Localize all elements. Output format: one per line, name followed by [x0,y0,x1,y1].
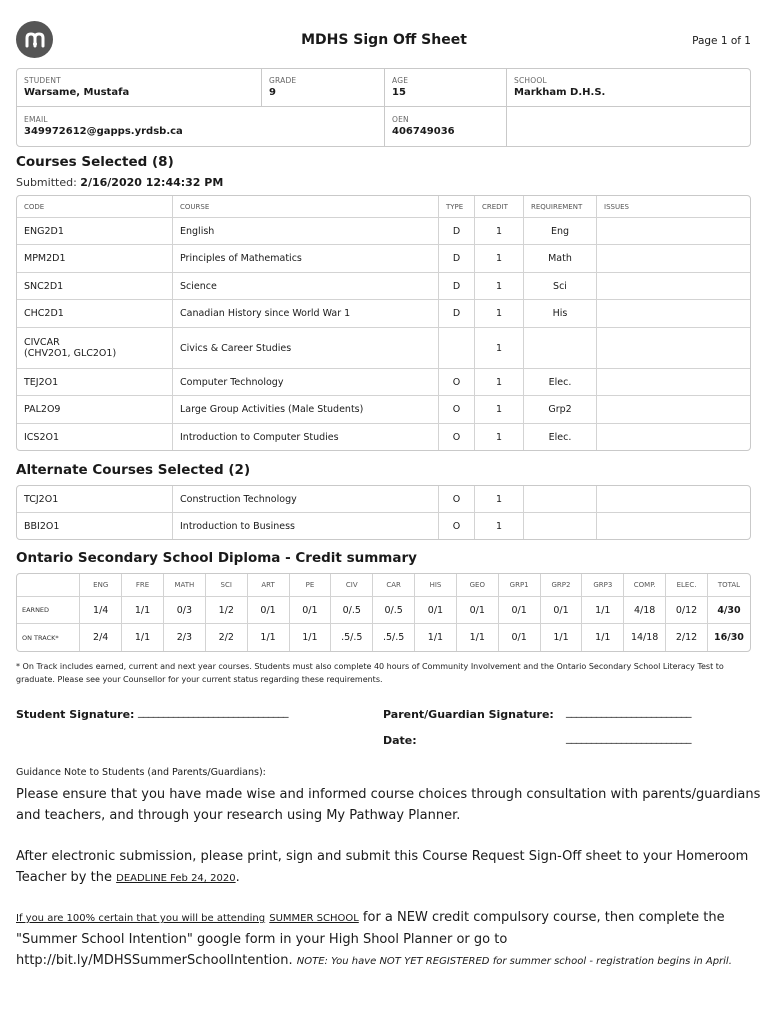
age-cell: AGE 15 [385,69,506,98]
guidance-paragraph-1: Please ensure that you have made wise and informed course choices through consultation with parents/guardians and teachers, and through your research using My Pathway Planner. [16,787,761,823]
footnote: * On Track includes earned, current and next year courses. Students must also complete 40 hours of Community Involvement and the Ontario Secondary School Literacy Test to graduate. Please see your Counsellor for your current status regarding these requirements. [16,662,724,684]
credit-summary-title: Ontario Secondary School Diploma - Credit summary [16,550,417,566]
student-signature-label: Student Signature: [16,708,135,721]
age-value: 15 [392,87,406,98]
summary-row-on-track: ON TRACK* 2/4 1/1 2/3 2/2 1/1 1/1 .5/.5 .5/.5 1/1 1/1 0/1 1/1 1/1 14/18 2/12 16/30 [17,624,751,652]
table-row: CIVCAR (CHV2O1, GLC2O1) Civics & Career Studies 1 [17,328,752,369]
summer-school-note: NOTE: You have NOT YET REGISTERED for summer school - registration begins in April. [296,956,732,967]
student-cell: STUDENT Warsame, Mustafa [17,69,261,98]
date-label: Date: [383,734,417,747]
table-row: CHC2D1 Canadian History since World War 1 D 1 His [17,300,752,328]
school-value: Markham D.H.S. [514,87,606,98]
courses-title: Courses Selected (8) [16,154,174,170]
table-row: PAL2O9 Large Group Activities (Male Students) O 1 Grp2 [17,396,752,424]
date-line: _________________________ [566,731,691,744]
page-title: MDHS Sign Off Sheet [301,32,467,48]
submitted-date: 2/16/2020 12:44:32 PM [80,176,224,189]
student-name: Warsame, Mustafa [24,87,130,98]
summary-header-row: ENG FRE MATH SCI ART PE CIV CAR HIS GEO GRP1 GRP2 GRP3 COMP. ELEC. TOTAL [17,574,751,597]
table-row: BBI2O1 Introduction to Business O 1 [17,513,752,540]
page-number: Page 1 of 1 [692,35,751,47]
email-value: 349972612@gapps.yrdsb.ca [24,126,183,137]
email-cell: EMAIL 349972612@gapps.yrdsb.ca [17,108,384,137]
table-row: ICS2O1 Introduction to Computer Studies O 1 Elec. [17,424,752,451]
table-row: ENG2D1 English D 1 Eng [17,218,752,245]
deadline-text: DEADLINE Feb 24, 2020 [116,873,236,884]
school-cell: SCHOOL Markham D.H.S. [507,69,747,98]
submitted-line: Submitted: 2/16/2020 12:44:32 PM [16,176,224,189]
courses-table [16,195,751,451]
table-header-row: CODE COURSE TYPE CREDIT REQUIREMENT ISSUES [17,196,752,218]
table-row: TEJ2O1 Computer Technology O 1 Elec. [17,369,752,396]
table-row: TCJ2O1 Construction Technology O 1 [17,486,752,513]
oen-cell: OEN 406749036 [385,108,506,137]
alternates-table [16,485,751,540]
parent-signature-line: _________________________ [566,705,691,718]
grade-value: 9 [269,87,276,98]
table-row: SNC2D1 Science D 1 Sci [17,273,752,300]
grade-cell: GRADE 9 [262,69,384,98]
credit-summary-table [16,573,751,652]
guidance-paragraph-3: If you are 100% certain that you will be attending SUMMER SCHOOL for a NEW credit compulsory course, then complete the "Summer School Intention" google form in your High Shool Planner or go to http://bit.ly/MDHSSummerSchoolIntention. NOTE: You have NOT YET REGISTERED for summer school - registration begins in April. [16,910,732,968]
guidance-paragraph-2: After electronic submission, please print, sign and submit this Course Request Sign-Off sheet to your Homeroom Teacher by the DEADLINE Feb 24, 2020. [16,849,749,885]
oen-value: 406749036 [392,126,455,137]
table-row: MPM2D1 Principles of Mathematics D 1 Math [17,245,752,273]
parent-signature-label: Parent/Guardian Signature: [383,708,554,721]
student-info-box [16,68,751,147]
student-signature-line: ______________________________ [138,705,288,718]
summary-row-earned: EARNED 1/4 1/1 0/3 1/2 0/1 0/1 0/.5 0/.5 0/1 0/1 0/1 0/1 1/1 4/18 0/12 4/30 [17,597,751,624]
alternates-title: Alternate Courses Selected (2) [16,462,251,478]
guidance-heading: Guidance Note to Students (and Parents/Guardians): [16,767,266,778]
